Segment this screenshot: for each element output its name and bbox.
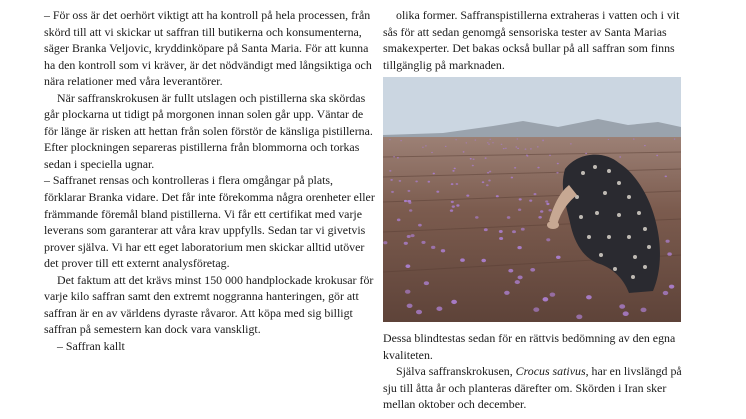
paragraph-fact: Det faktum att det krävs minst 150 000 handplockade krokusar för varje kilo saffran samt den extremt noggranna hanteringen, gör att saffran är en av världens dyraste råvaror. Att köpa med sig billigt saffran på semestern kan dock vara vanskligt. (44, 272, 374, 337)
paragraph-cut-off: – Saffran kallt (57, 338, 125, 353)
species-text-after: , har en livslängd på sju till åtta år och planteras därefter om. Skörden i Iran sker mellan oktober och december. (383, 364, 682, 412)
right-column (383, 7, 696, 413)
paragraph-crocus-sativus (383, 363, 696, 413)
latin-name: Crocus sativus (515, 364, 586, 379)
saffron-field-illustration (383, 77, 681, 322)
photo-caption: Dessa blindtestas sedan för en rättvis bedömning av den egna kvaliteten. (383, 331, 676, 362)
paragraph-quote-inspection: – Saffranet rensas och kontrolleras i flera omgångar på plats, förklarar Branka vidare. Det får inte förekomma några orenheter eller främmande föremål bland pistillerna. Vi får ett certifikat med varje leverans som garanterar att våra krav uppfylls. Sedan tar vi givetvis prover själva. Vi har ett eget laboratorium men skickar alltid utöver det prover till ett externt analysföretag. (44, 173, 375, 271)
saffron-field-photo (383, 77, 681, 322)
paragraph-harvest: När saffranskrokusen är fullt utslagen och pistillerna ska skördas går plockarna ut tidigt på morgonen innan solen går upp. Väntar de för länge är risken att hettan från solen förstör de känsliga pistillerna. Efter plockningen separeras pistillerna från blommorna och torkas sedan i speciella ugnar. (44, 90, 373, 171)
paragraph-continued: olika former. Saffranspistillerna extraheras i vatten och i vit sås för att sedan genomgå sensoriska tester av Santa Marias smakexperter. Det bakas också bullar på all saffran som finns tillgänglig på marknaden. (383, 8, 680, 72)
left-column (44, 7, 376, 354)
species-text-before: Själva saffranskrokusen, (396, 364, 516, 379)
paragraph-quote-control: – För oss är det oerhört viktigt att ha kontroll på hela processen, från skörd till att vi skickar ut saffran till butikerna och konsumenterna, säger Branka Veljovic, kryddinköpare på Santa Maria. För att kunna ha den kontroll som vi kräver, är det nödvändigt med långsiktiga och nära relationer med våra leverantörer. (44, 8, 372, 89)
